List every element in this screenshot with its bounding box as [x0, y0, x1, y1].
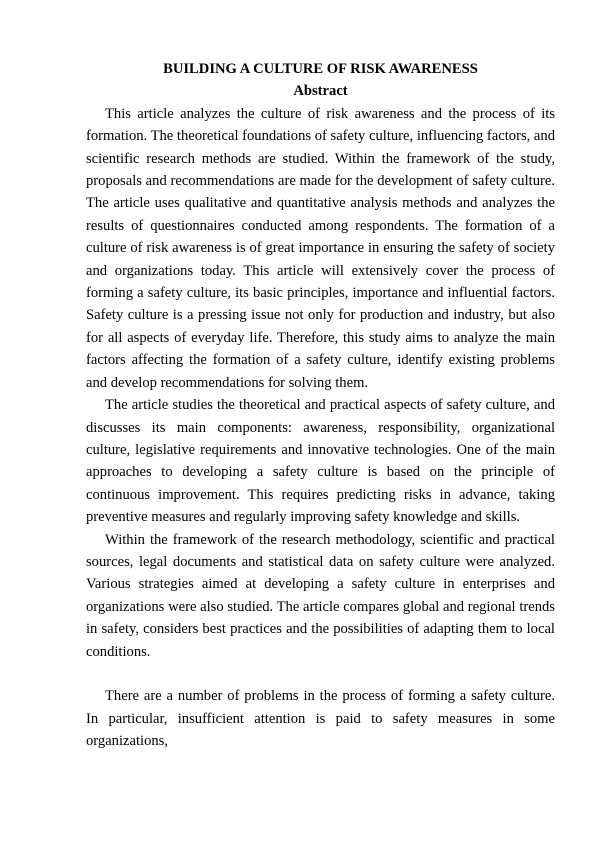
abstract-heading: Abstract: [293, 83, 348, 100]
paragraph-3: Within the framework of the research methodology, scientific and practical sources, legal documents and statistical data on safety culture were analyzed. Various strategies aimed at developing a safety culture in enterprises and organizations were also studied. The article compares global and regional trends in safety, considers best practices and the possibilities of adapting them to local conditions.: [86, 531, 555, 660]
paragraph-1: This article analyzes the culture of risk awareness and the process of its formation. The theoretical foundations of safety culture, influencing factors, and scientific research methods are studied. Within the framework of the study, proposals and recommendations are made for the development of safety culture. The article uses qualitative and quantitative analysis methods and analyzes the results of questionnaires conducted among respondents. The formation of a culture of risk awareness is of great importance in ensuring the safety of society and organizations today. This article will extensively cover the process of forming a safety culture, its basic principles, importance and influential factors. Safety culture is a pressing issue not only for production and industry, but also for all aspects of everyday life. Therefore, this study aims to analyze the main factors affecting the formation of a safety culture, identify existing problems and develop recommendations for solving them.: [86, 105, 556, 391]
paragraph-4: There are a number of problems in the process of forming a safety culture. In particular, insufficient attention is paid to safety measures in some organizations,: [86, 688, 555, 750]
paragraph-2: The article studies the theoretical and practical aspects of safety culture, and discusses its main components: awareness, responsibility, organizational culture, legislative requirements and innovative technologies. One of the main approaches to developing a safety culture is based on the principle of continuous improvement. This requires predicting risks in advance, taking preventive measures and regularly improving safety knowledge and skills.: [86, 397, 555, 526]
paragraph-spacer: [86, 663, 555, 685]
document-title: BUILDING A CULTURE OF RISK AWARENESS: [163, 61, 478, 77]
document-page: [86, 58, 555, 753]
